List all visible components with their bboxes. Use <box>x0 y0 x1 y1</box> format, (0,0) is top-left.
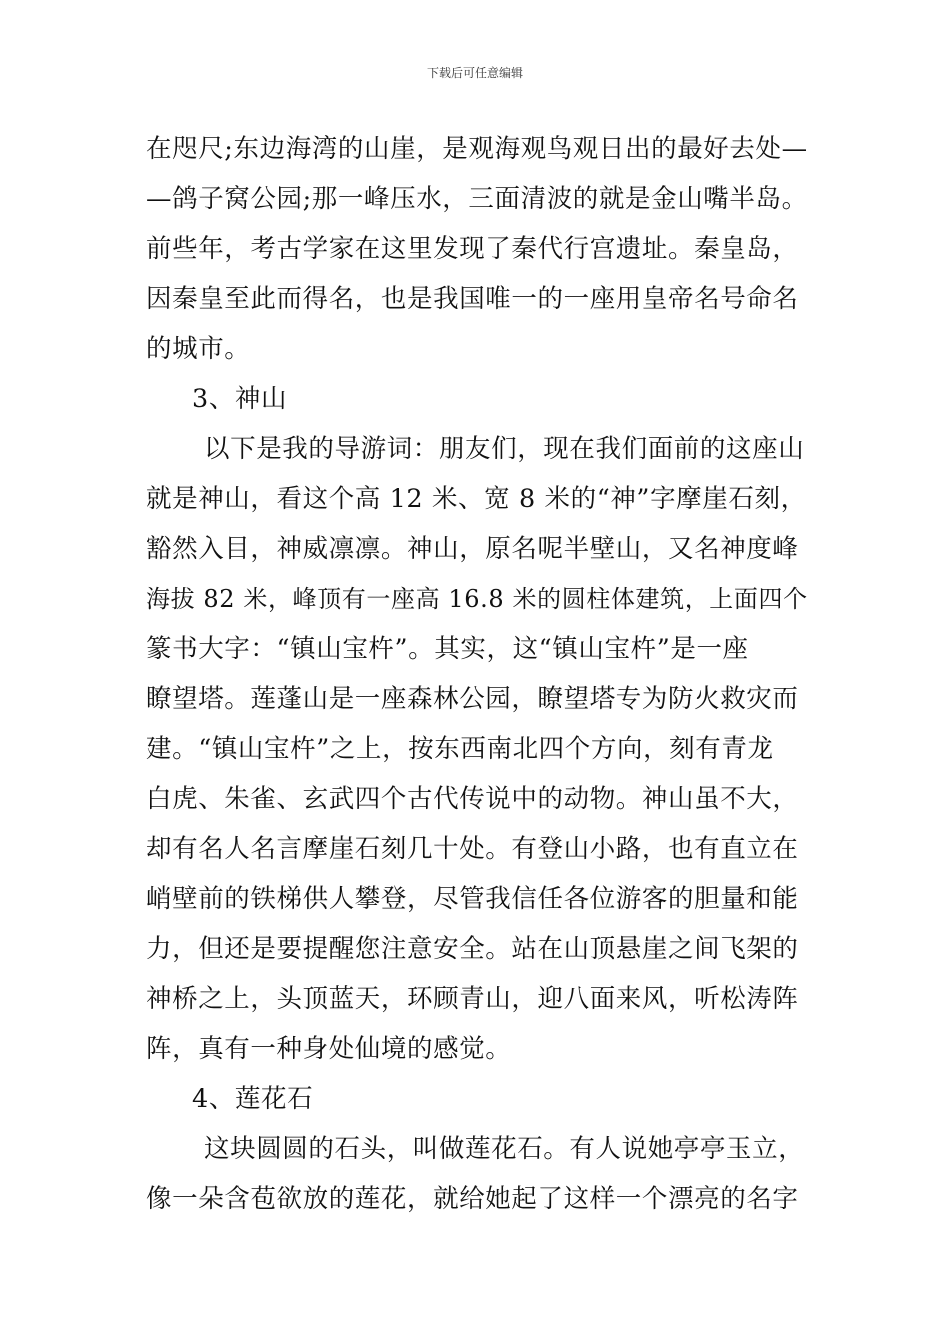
paragraph-line: 像一朵含苞欲放的莲花，就给她起了这样一个漂亮的名字 <box>146 1184 799 1214</box>
paragraph-line: 的城市。 <box>146 334 251 364</box>
paragraph-line: 力，但还是要提醒您注意安全。站在山顶悬崖之间飞架的 <box>146 934 799 964</box>
paragraph-line: —鸽子窝公园;那一峰压水，三面清波的就是金山嘴半岛。 <box>146 184 808 214</box>
section-heading: 4、莲花石 <box>192 1084 314 1114</box>
paragraph-line: 海拔 82 米，峰顶有一座高 16.8 米的圆柱体建筑，上面四个 <box>146 585 808 613</box>
paragraph-line: 建。“镇山宝杵”之上，按东西南北四个方向，刻有青龙 <box>146 734 774 764</box>
paragraph-line: 以下是我的导游词：朋友们，现在我们面前的这座山 <box>204 434 805 464</box>
paragraph-line: 却有名人名言摩崖石刻几十处。有登山小路，也有直立在 <box>146 834 799 864</box>
page-header: 下载后可任意编辑 <box>426 66 523 80</box>
section-heading: 3、神山 <box>192 384 288 414</box>
paragraph-line: 就是神山，看这个高 12 米、宽 8 米的“神”字摩崖石刻， <box>146 484 807 514</box>
paragraph-line: 这块圆圆的石头，叫做莲花石。有人说她亭亭玉立， <box>204 1134 805 1164</box>
paragraph-line: 因秦皇至此而得名，也是我国唯一的一座用皇帝名号命名 <box>146 284 799 314</box>
paragraph-line: 前些年，考古学家在这里发现了秦代行宫遗址。秦皇岛， <box>146 234 799 264</box>
paragraph-line: 在咫尺;东边海湾的山崖，是观海观鸟观日出的最好去处— <box>146 134 808 164</box>
paragraph-line: 瞭望塔。莲蓬山是一座森林公园，瞭望塔专为防火救灾而 <box>146 684 799 714</box>
paragraph-line: 白虎、朱雀、玄武四个古代传说中的动物。神山虽不大， <box>146 784 799 814</box>
paragraph-line: 峭壁前的铁梯供人攀登，尽管我信任各位游客的胆量和能 <box>146 884 799 914</box>
paragraph-line: 阵，真有一种身处仙境的感觉。 <box>146 1034 512 1064</box>
paragraph-line: 豁然入目，神威凛凛。神山，原名呢半壁山，又名神度峰 <box>146 534 799 564</box>
paragraph-line: 篆书大字：“镇山宝杵”。其实，这“镇山宝杵”是一座 <box>146 634 749 664</box>
paragraph-line: 神桥之上，头顶蓝天，环顾青山，迎八面来风，听松涛阵 <box>146 984 799 1014</box>
